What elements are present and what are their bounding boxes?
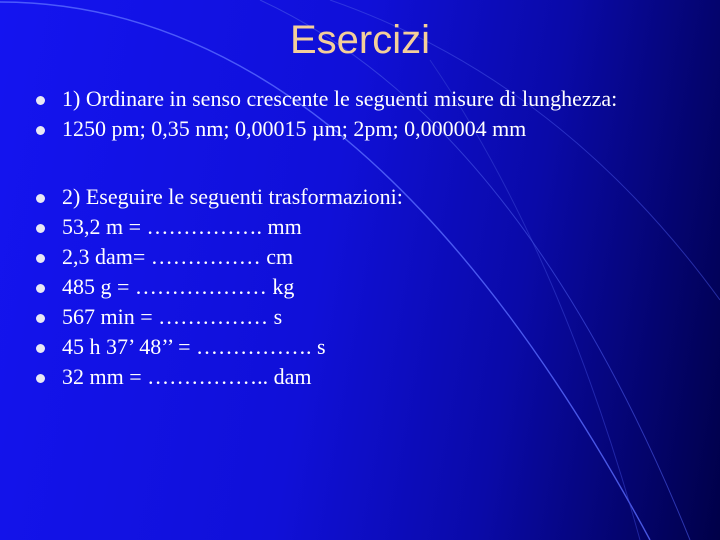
list-item [36, 212, 706, 242]
conversion-item: 567 min = …………… s [62, 304, 283, 329]
bullet-dot-icon [36, 284, 45, 293]
conversion-item: 2,3 dam= …………… cm [62, 244, 294, 269]
list-item [36, 332, 706, 362]
exercise-1-values: 1250 pm; 0,35 nm; 0,00015 µm; 2pm; 0,000004 mm [62, 116, 527, 141]
bullet-dot-icon [36, 224, 45, 233]
list-item [36, 302, 706, 332]
conversion-item: 32 mm = …………….. dam [62, 364, 312, 389]
bullet-dot-icon [36, 344, 45, 353]
bullet-dot-icon [36, 126, 45, 135]
list-item [36, 272, 706, 302]
bullet-dot-icon [36, 374, 45, 383]
list-spacer [36, 144, 706, 182]
conversion-item: 45 h 37’ 48’’ = ……………. s [62, 334, 326, 359]
exercise-1-instruction: 1) Ordinare in senso crescente le seguenti misure di lunghezza: [62, 86, 618, 111]
list-item [36, 84, 706, 114]
bullet-dot-icon [36, 314, 45, 323]
bullet-dot-icon [36, 254, 45, 263]
list-item [36, 242, 706, 272]
list-item [36, 362, 706, 392]
list-item [36, 182, 706, 212]
bullet-dot-icon [36, 96, 45, 105]
conversion-item: 53,2 m = ……………. mm [62, 214, 302, 239]
conversion-item: 485 g = ……………… kg [62, 274, 295, 299]
slide-title: Esercizi [289, 18, 431, 62]
exercise-2-instruction: 2) Eseguire le seguenti trasformazioni: [62, 184, 403, 209]
list-item [36, 114, 706, 144]
bullet-dot-icon [36, 194, 45, 203]
exercise-list [36, 84, 706, 392]
